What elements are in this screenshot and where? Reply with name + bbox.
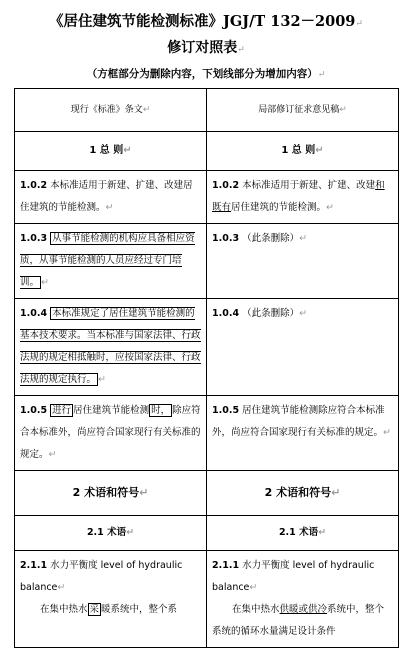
section-heading: 2 术语和符号↵	[207, 471, 399, 516]
table-row	[15, 551, 399, 648]
clause-current: 2.1.1 水力平衡度 level of hydraulic balance↵ 在集中热水 采 暖系统中，整个系	[15, 551, 207, 648]
clause-revised: 1.0.4 （此条删除）↵	[207, 299, 399, 396]
section-heading: 2 术语和符号↵	[15, 471, 207, 516]
table-row	[15, 224, 399, 299]
comparison-table	[14, 88, 399, 648]
deleted-text: 进行	[52, 405, 72, 416]
clause-revised: 1.0.3 （此条删除）↵	[207, 224, 399, 299]
clause-revised: 1.0.2 本标准适用于新建、扩建、改建和既有居住建筑的节能检测。↵	[207, 171, 399, 224]
header-current-clause: 现行《标准》条文↵	[15, 89, 207, 132]
table-row	[15, 471, 399, 516]
subsection-heading: 2.1 术语↵	[207, 516, 399, 551]
table-row	[15, 299, 399, 396]
clause-revised: 2.1.1 水力平衡度 level of hydraulic balance↵ 在集中热水供暖或供冷系统中，整个系统的循环水量满足设计条件	[207, 551, 399, 648]
section-heading: 1 总 则↵	[207, 132, 399, 171]
clause-revised: 1.0.5 居住建筑节能检测除应符合本标准外，尚应符合国家现行有关标准的规定。↵	[207, 396, 399, 471]
document-title: 《居住建筑节能检测标准》JGJ/T 132－2009↵	[49, 13, 363, 30]
header-revision-draft: 局部修订征求意见稿↵	[207, 89, 399, 132]
subsection-heading: 2.1 术语↵	[15, 516, 207, 551]
table-header-row	[15, 89, 399, 132]
clause-current: 1.0.4 本标准规定了居住建筑节能检测的基本技术要求。当本标准与国家法律、行政法规的规定相抵触时，应按国家法律、行政法规的规定执行。 ↵	[15, 299, 207, 396]
deleted-text: 本标准规定了居住建筑节能检测的基本技术要求。当本标准与国家法律、行政法规的规定相抵触时，应按国家法律、行政法规的规定执行。	[20, 308, 201, 385]
deleted-text: 采	[89, 604, 100, 615]
clause-current: 1.0.2 本标准适用于新建、扩建、改建居住建筑的节能检测。↵	[15, 171, 207, 224]
legend-note: （方框部分为删除内容，下划线部分为增加内容）↵	[86, 68, 326, 80]
deleted-text: 时，	[151, 405, 171, 416]
table-row	[15, 396, 399, 471]
section-heading: 1 总 则↵	[15, 132, 207, 171]
table-row	[15, 171, 399, 224]
table-row	[15, 132, 399, 171]
added-text: 供暖或供冷	[279, 604, 328, 615]
clause-current: 1.0.5 进行 居住建筑节能检测 时， 除应符合本标准外，尚应符合国家现行有关标准的规定。↵	[15, 396, 207, 471]
document-subtitle: 修订对照表↵	[167, 40, 245, 56]
table-row	[15, 516, 399, 551]
clause-current: 1.0.3 从事节能检测的机构应具备相应资质，从事节能检测的人员应经过专门培训。 ↵	[15, 224, 207, 299]
deleted-text: 从事节能检测的机构应具备相应资质，从事节能检测的人员应经过专门培训。	[20, 233, 195, 288]
added-text: 和既有	[212, 180, 385, 213]
